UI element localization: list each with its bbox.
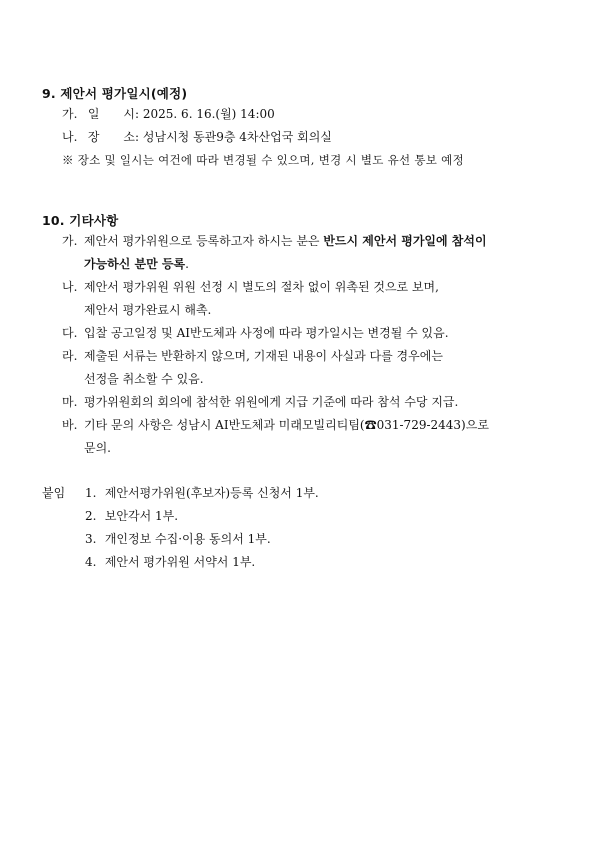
schedule-note: ※ 장소 및 일시는 여건에 따라 변경될 수 있으며, 변경 시 별도 유선 통보 예정: [62, 153, 464, 167]
item-text: 평가위원회의 회의에 참석한 위원에게 지급 기준에 따라 참석 수당 지급.: [84, 395, 459, 409]
item-text: .: [185, 257, 189, 271]
item-marker: 나.: [62, 280, 78, 294]
item-marker: 가.: [62, 107, 78, 121]
annex-number: 1.: [85, 486, 97, 500]
item-marker: 라.: [62, 349, 78, 363]
annex-number: 2.: [85, 509, 97, 523]
schedule-datetime-row: [62, 106, 275, 122]
section-9-title: 9. 제안서 평가일시(예정): [42, 86, 188, 101]
item-text: 제출된 서류는 반환하지 않으며, 기재된 내용이 사실과 다를 경우에는: [84, 349, 443, 363]
annex-item: [85, 531, 271, 547]
item-text: 입찰 공고일정 및 AI반도체과 사정에 따라 평가일시는 변경될 수 있음.: [84, 326, 449, 340]
datetime-value: 2025. 6. 16.(월) 14:00: [142, 107, 275, 121]
annex-text: 제안서 평가위원 서약서 1부.: [104, 555, 256, 569]
list-item: [62, 417, 489, 433]
list-item: [62, 279, 439, 295]
item-text: 기타 문의 사항은 성남시 AI반도체과 미래모빌리티팀(☎031-729-2443)으로: [84, 418, 489, 432]
item-marker: 바.: [62, 418, 78, 432]
list-item: [62, 233, 487, 249]
item-text: 제안서 평가위원으로 등록하고자 하시는 분은: [84, 234, 324, 248]
annex-text: 보안각서 1부.: [104, 509, 179, 523]
annex-text: 개인정보 수집·이용 동의서 1부.: [104, 532, 271, 546]
annex-label: 붙임: [42, 486, 66, 500]
item-marker: 다.: [62, 326, 78, 340]
list-item-continuation: [84, 256, 189, 272]
item-text: 제안서 평가위원 위원 선정 시 별도의 절차 없이 위촉된 것으로 보며,: [84, 280, 439, 294]
annex-number: 3.: [85, 532, 97, 546]
annex-item: [85, 508, 178, 524]
annex-item: [85, 554, 255, 570]
section-10-title: 10. 기타사항: [42, 213, 119, 228]
item-emphasis: 가능하신 분만 등록: [84, 257, 186, 271]
list-item: [62, 325, 449, 341]
item-marker: 마.: [62, 395, 78, 409]
list-item-continuation: 문의.: [84, 441, 111, 455]
annex-number: 4.: [85, 555, 97, 569]
list-item: [62, 348, 443, 364]
annex-text: 제안서평가위원(후보자)등록 신청서 1부.: [104, 486, 319, 500]
item-marker: 나.: [62, 130, 78, 144]
list-item-continuation: 제안서 평가완료시 해촉.: [84, 303, 212, 317]
annex-item: [85, 485, 319, 501]
place-label: 장 소:: [87, 130, 140, 144]
list-item: [62, 394, 458, 410]
place-value: 성남시청 동관9층 4차산업국 회의실: [142, 130, 332, 144]
list-item-continuation: 선정을 취소할 수 있음.: [84, 372, 204, 386]
schedule-place-row: [62, 129, 332, 145]
datetime-label: 일 시:: [87, 107, 140, 121]
item-emphasis: 반드시 제안서 평가일에 참석이: [323, 234, 487, 248]
item-marker: 가.: [62, 234, 78, 248]
